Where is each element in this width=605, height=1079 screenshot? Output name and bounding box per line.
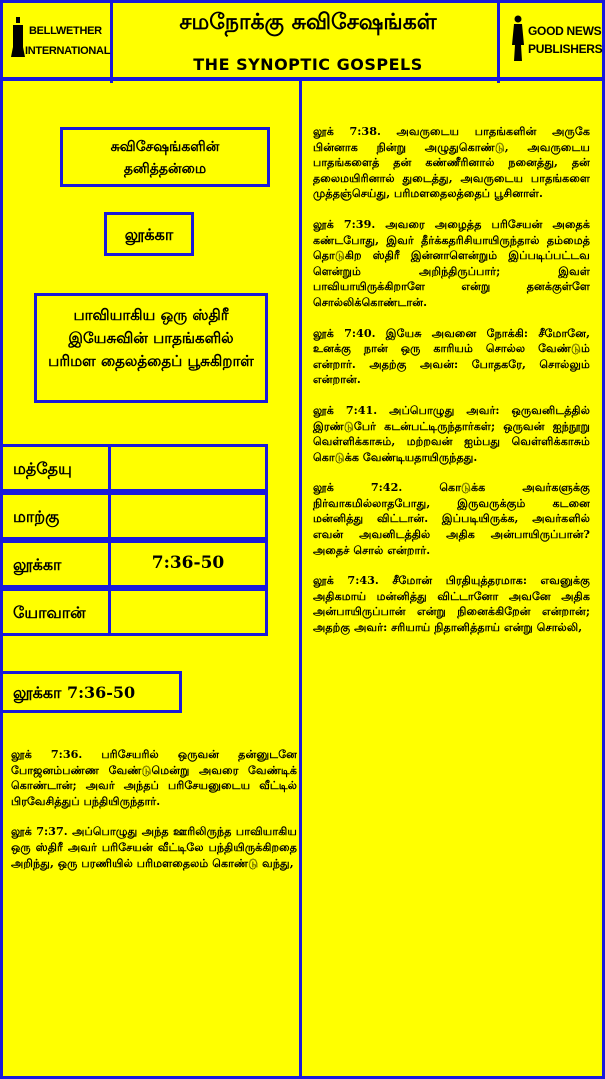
book-name: மத்தேயு [3,447,111,489]
verse-paragraph: லூக் 7:36. பரிசேயரில் ஒருவன் தன்னுடனே போஜனம்பண்ண வேண்டுமென்று அவரை வேண்டிக் கொண்டான்; அவர் அந்தப் பரிசேயனுடைய வீட்டில் பிரவேசித்துப் பந்தியிருந்தார். [11,747,297,808]
book-reference [111,447,265,489]
verse-paragraph: லூக் 7:42. கொடுக்க அவர்களுக்கு நிர்வாகமில்லாதபோது, இருவருக்கும் கடனை மன்னித்து விட்டான். இப்படியிருக்க, அவர்களில் எவன் அவனிடத்தில் அதிக அன்பாயிருப்பான்? அதைச் சொல் என்றார். [313,480,590,557]
bellwether-logo-line1: BELLWETHER [29,25,102,37]
verse-paragraph: லூக் 7:43. சீமோன் பிரதியுத்தரமாக: எவனுக்கு அதிகமாய் மன்னித்து விட்டானோ அவனே அதிக அன்பாயிருப்பான் என்று நினைக்கிறேன் என்றான்; அதற்கு அவர்: சரியாய் நிதானித்தாய் என்று சொல்லி, [313,573,590,635]
figure-icon [510,15,526,61]
verse-paragraph: லூக் 7:38. அவருடைய பாதங்களின் அருகே பின்னாக நின்று அழுதுகொண்டு, அவருடைய பாதங்களைத் தன் கண்ணீரினால் நனைத்து, தன் தலைமயிரினால் துடைத்து, அவருடைய பாதங்களை முத்தஞ்செய்து, பரிமளதைலத்தைப் பூசினாள். [313,124,590,201]
bellwether-logo [3,3,113,83]
good-news-logo-line1: GOOD NEWS [528,24,602,38]
book-name: மாற்கு [3,495,111,537]
bellwether-logo-line2: INTERNATIONAL [25,45,111,57]
passage-title-box: பாவியாகிய ஒரு ஸ்திரீ இயேசுவின் பாதங்களில் பரிமள தைலத்தைப் பூசுகிறாள் [34,293,268,403]
book-name: யோவான் [3,591,111,633]
gospel-uniqueness-box: சுவிசேஷங்களின் தனித்தன்மை [60,127,270,187]
book-name: லூக்கா [3,543,111,585]
luke-box: லூக்கா [104,212,194,256]
table-row [0,588,268,636]
book-reference [111,591,265,633]
header [0,0,605,80]
good-news-logo-line2: PUBLISHERS [528,42,603,56]
bell-icon [11,17,25,59]
book-reference: 7:36-50 [151,553,225,573]
good-news-logo [497,3,602,83]
book-reference [111,495,265,537]
table-row [0,492,268,540]
table-row [0,540,268,588]
left-verses [11,747,297,886]
right-verses [313,124,590,651]
verse-paragraph: லூக் 7:41. அப்பொழுது அவர்: ஒருவனிடத்தில் இரண்டுபேர் கடன்பட்டிருந்தார்கள்; ஒருவன் ஐந்நூறு வெள்ளிக்காசும், மற்றவன் ஐம்பது வெள்ளிக்காசும் கொடுக்க வேண்டியதாயிருந்தது. [313,402,590,464]
verse-paragraph: லூக் 7:39. அவரை அழைத்த பரிசேயன் அதைக் கண்டபோது, இவர் தீர்க்கதரிசியாயிருந்தால் தம்மைத் தொடுகிற ஸ்திரீ இன்னாளென்றும் இப்படிப்பட்டவ ளென்றும் அறிந்திருப்பார்; இவள் பாவியாயிருக்கிறாளே என்று தனக்குள்ளே சொல்லிக்கொண்டான். [313,216,590,309]
page-title-english: THE SYNOPTIC GOSPELS [193,55,423,74]
verse-paragraph: லூக் 7:37. அப்பொழுது அந்த ஊரிலிருந்த பாவியாகிய ஒரு ஸ்திரீ அவர் பரிசேயன் வீட்டிலே பந்தியிருக்கிறதை அறிந்து, ஒரு பரணியில் பரிமளதைலம் கொண்டு வந்து, [11,824,297,870]
page-title-tamil: சமநோக்கு சுவிசேஷங்கள் [179,9,437,35]
passage-heading: லூக்கா 7:36-50 [0,671,182,713]
verse-paragraph: லூக் 7:40. இயேசு அவனை நோக்கி: சீமோனே, உனக்கு நான் ஒரு காரியம் சொல்ல வேண்டும் என்றார். அதற்கு அவன்: போதகரே, சொல்லும் என்றான். [313,325,590,387]
table-row [0,444,268,492]
